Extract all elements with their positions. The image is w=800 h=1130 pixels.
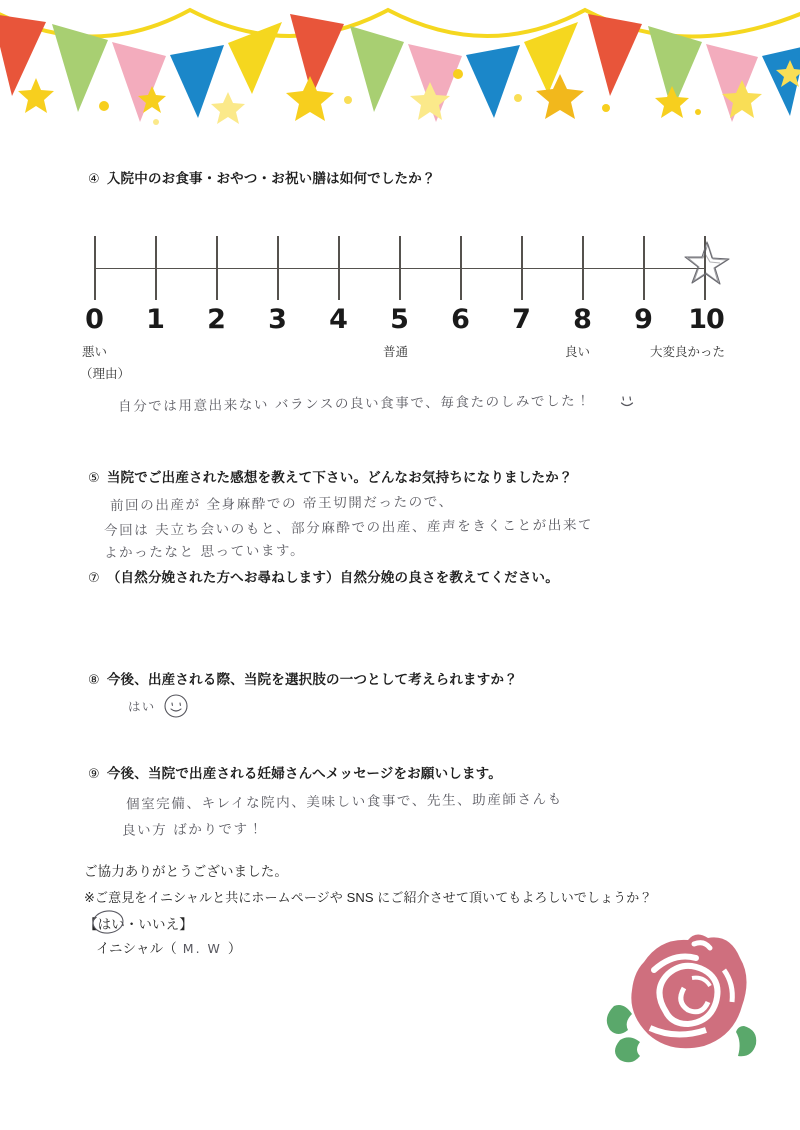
question-5-number: ⑤ xyxy=(88,470,100,485)
scale-anchor-bad: 悪い xyxy=(82,345,108,359)
rating-scale-question-4[interactable] xyxy=(80,222,724,335)
consent-bracket-close: 】 xyxy=(179,917,193,932)
initial-field[interactable] xyxy=(96,937,242,957)
initial-label: イニシャル（ xyxy=(96,941,177,956)
answer-question-9-line-2[interactable]: 良い方 ばかりです！ xyxy=(121,821,264,839)
scale-number-9: 9 xyxy=(634,304,652,335)
reason-label: （理由） xyxy=(80,367,131,381)
header-decoration-banner xyxy=(0,0,800,140)
scale-number-7: 7 xyxy=(512,304,530,335)
question-4-text: 入院中のお食事・おやつ・お祝い膳は如何でしたか？ xyxy=(106,171,436,186)
answer-question-9-line-1[interactable]: 個室完備、キレイな院内、美味しい食事で、先生、助産師さんも xyxy=(125,791,563,813)
scale-number-6: 6 xyxy=(451,304,469,335)
answer-question-5-line-1[interactable]: 前回の出産が 全身麻酔での 帝王切開だったので、 xyxy=(109,493,454,515)
scale-tick-6[interactable] xyxy=(460,236,462,300)
consent-separator: ・ xyxy=(124,917,139,932)
scale-number-5: 5 xyxy=(390,304,408,335)
answer-question-4-line-1[interactable]: 自分では用意出来ない バランスの良い食事で、毎食たのしみでした！ xyxy=(117,393,592,415)
initial-value[interactable]: M. W xyxy=(182,941,222,956)
scale-tick-3[interactable] xyxy=(277,236,279,300)
scale-anchor-very-good: 大変良かった xyxy=(650,345,726,359)
scale-tick-5[interactable] xyxy=(399,236,401,300)
scale-number-10: 10 xyxy=(688,304,724,335)
scale-number-2: 2 xyxy=(207,304,225,335)
question-8 xyxy=(88,668,518,688)
scale-number-labels xyxy=(80,304,724,338)
answer-question-7-blank[interactable] xyxy=(104,596,704,646)
question-5 xyxy=(88,466,573,486)
question-9-number: ⑨ xyxy=(88,766,100,781)
scale-tick-7[interactable] xyxy=(521,236,523,300)
consent-option-yes[interactable]: はい xyxy=(97,917,125,932)
initial-close: ） xyxy=(227,941,242,956)
question-4 xyxy=(88,167,436,187)
consent-bracket-open: 【 xyxy=(84,917,98,932)
handdrawn-circle-consent-yes xyxy=(89,909,129,935)
scale-tick-1[interactable] xyxy=(155,236,157,300)
question-9 xyxy=(88,762,502,782)
question-7-text: （自然分娩された方へお尋ねします）自然分娩の良さを教えてください。 xyxy=(106,570,559,585)
answer-question-5-line-3[interactable]: よかったなと 思っています。 xyxy=(103,542,306,562)
question-7 xyxy=(88,566,559,586)
handdrawn-circled-smiley-question-8 xyxy=(162,692,190,720)
scale-number-4: 4 xyxy=(329,304,347,335)
scale-anchor-normal: 普通 xyxy=(383,345,409,359)
question-9-text: 今後、当院で出産される妊婦さんへメッセージをお願いします。 xyxy=(106,766,502,781)
scale-tick-4[interactable] xyxy=(338,236,340,300)
scale-number-1: 1 xyxy=(146,304,164,335)
consent-option-no[interactable]: いいえ xyxy=(138,917,180,932)
handdrawn-smiley-question-4 xyxy=(616,390,638,412)
scale-tick-2[interactable] xyxy=(216,236,218,300)
question-7-number: ⑦ xyxy=(88,570,100,585)
thanks-text: ご協力ありがとうございました。 xyxy=(84,864,288,879)
scale-number-8: 8 xyxy=(573,304,591,335)
consent-note: ※ご意見をイニシャルと共にホームページや SNS にご紹介させて頂いてもよろしいでしょうか？ xyxy=(84,890,653,905)
scale-anchor-good: 良い xyxy=(565,345,591,359)
scale-tick-9[interactable] xyxy=(643,236,645,300)
question-5-text: 当院でご出産された感想を教えて下さい。どんなお気持ちになりましたか？ xyxy=(106,470,573,485)
scale-number-3: 3 xyxy=(268,304,286,335)
question-8-text: 今後、出産される際、当院を選択肢の一つとして考えられますか？ xyxy=(106,672,518,687)
scale-tick-8[interactable] xyxy=(582,236,584,300)
scale-tick-0[interactable] xyxy=(94,236,96,300)
rose-stamp-illustration xyxy=(592,918,782,1083)
answer-question-8-line-1[interactable]: はい xyxy=(127,698,156,715)
scale-number-0: 0 xyxy=(85,304,103,335)
question-4-number: ④ xyxy=(88,171,100,186)
question-8-number: ⑧ xyxy=(88,672,100,687)
answer-question-5-line-2[interactable]: 今回は 夫立ち会いのもと、部分麻酔での出産、産声をきくことが出来て xyxy=(103,517,594,539)
handdrawn-star-mark-selected xyxy=(680,232,740,292)
